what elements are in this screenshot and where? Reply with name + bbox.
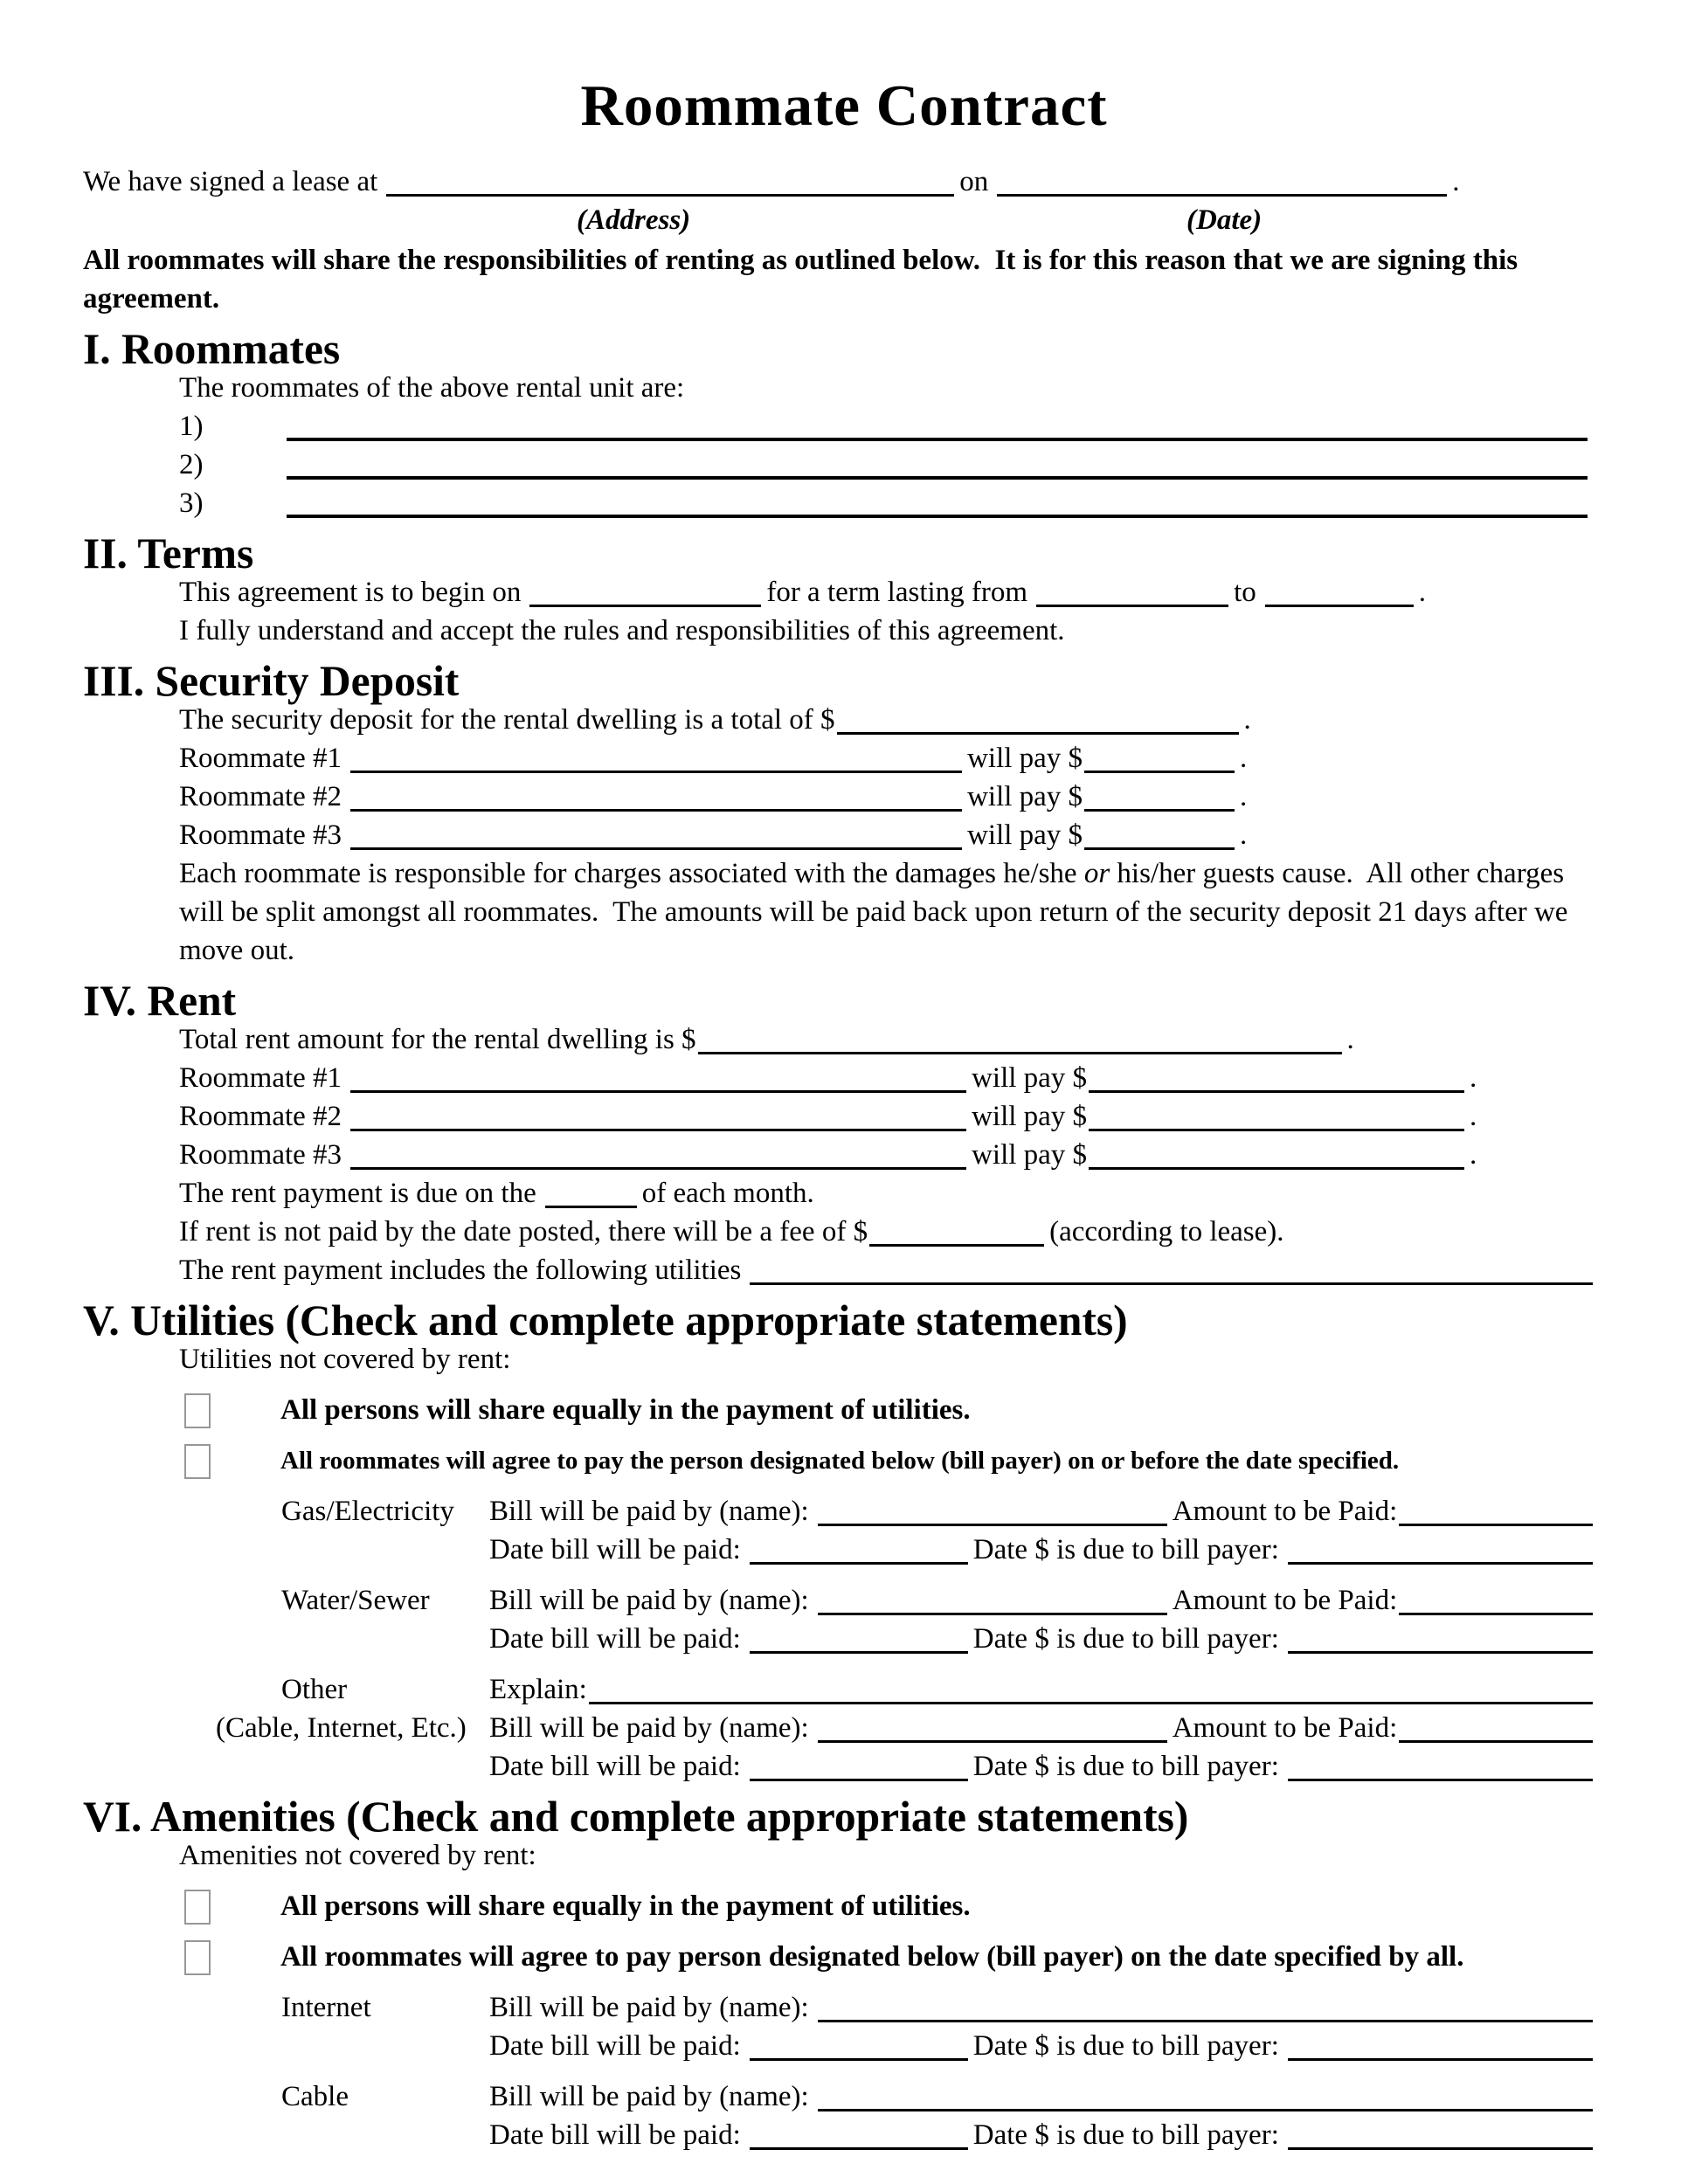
other-utility-block xyxy=(83,1670,1605,1786)
blank-captions-row xyxy=(83,201,1605,239)
roommate-1-number: 1) xyxy=(179,411,204,442)
deposit-rm1-label: Roommate #1 xyxy=(179,743,342,774)
gas-electricity-block xyxy=(83,1492,1605,1569)
other-explain-row xyxy=(83,1670,1605,1709)
other-payer-name-blank[interactable] xyxy=(818,1714,1167,1743)
term-begin-date-blank[interactable] xyxy=(529,578,761,607)
internet-label: Internet xyxy=(281,1992,371,2023)
rent-rm1-period: . xyxy=(1470,1062,1477,1094)
deposit-rm3-amount-blank[interactable] xyxy=(1084,821,1235,850)
deposit-rm2-name-blank[interactable] xyxy=(350,783,962,812)
gas-amount-blank[interactable] xyxy=(1399,1497,1593,1526)
rent-rm2-line xyxy=(179,1097,1605,1136)
rent-includes-line xyxy=(179,1251,1605,1289)
internet-block xyxy=(83,1988,1605,2065)
lease-date-blank[interactable] xyxy=(997,168,1447,197)
internet-date-due-blank[interactable] xyxy=(1288,2032,1593,2061)
lease-period: . xyxy=(1452,166,1460,197)
cable-label: Cable xyxy=(281,2081,349,2112)
deposit-note-part1: Each roommate is responsible for charges associated with the damages he/she xyxy=(179,858,1084,889)
rent-rm1-amount-blank[interactable] xyxy=(1089,1064,1464,1093)
gas-bill-by-label: Bill will be paid by (name): xyxy=(489,1496,809,1527)
page-title: Roommate Contract xyxy=(580,73,1108,138)
water-bill-by-label: Bill will be paid by (name): xyxy=(489,1585,809,1616)
gas-date-paid-label: Date bill will be paid: xyxy=(489,1534,741,1565)
included-utilities-blank[interactable] xyxy=(750,1256,1593,1285)
rent-late-line xyxy=(179,1213,1605,1251)
utilities-share-label: All persons will share equally in the payment of utilities. xyxy=(280,1394,971,1426)
terms-to-text: to xyxy=(1234,577,1256,608)
deposit-note-or: or xyxy=(1083,858,1110,889)
internet-payer-name-blank[interactable] xyxy=(818,1994,1593,2022)
other-label: Other xyxy=(281,1674,348,1705)
cable-date-paid-blank[interactable] xyxy=(750,2121,968,2150)
water-date-due-blank[interactable] xyxy=(1288,1625,1593,1654)
gas-date-paid-blank[interactable] xyxy=(750,1536,968,1565)
other-explain-label: Explain: xyxy=(489,1674,587,1705)
other-explain-blank[interactable] xyxy=(589,1676,1593,1704)
deposit-rm2-period: . xyxy=(1240,781,1248,812)
water-payer-name-blank[interactable] xyxy=(818,1586,1167,1615)
deposit-rm3-line xyxy=(179,816,1605,854)
lease-text: We have signed a lease at xyxy=(83,166,378,197)
rent-due-text1: The rent payment is due on the xyxy=(179,1178,536,1209)
deposit-rm3-willpay: will pay $ xyxy=(967,819,1083,851)
cable-bill-by-label: Bill will be paid by (name): xyxy=(489,2081,809,2112)
internet-bill-row xyxy=(83,1988,1605,2027)
roommate-1-blank[interactable] xyxy=(287,411,1588,441)
internet-bill-by-label: Bill will be paid by (name): xyxy=(489,1992,809,2023)
date-caption: (Date) xyxy=(1186,204,1263,236)
roommate-1-row xyxy=(83,407,1605,446)
deposit-rm2-label: Roommate #2 xyxy=(179,781,342,812)
other-date-paid-label: Date bill will be paid: xyxy=(489,1751,741,1782)
amenities-payer-label: All roommates will agree to pay person designated below (bill payer) on the date specified by all. xyxy=(280,1941,1464,1973)
deposit-total-blank[interactable] xyxy=(837,706,1239,735)
terms-line xyxy=(179,573,1605,612)
amenities-payer-checkbox[interactable] xyxy=(184,1940,211,1975)
section-deposit-heading: III. Security Deposit xyxy=(83,657,460,705)
roommate-3-number: 3) xyxy=(179,487,204,519)
rent-due-line xyxy=(179,1174,1605,1213)
rent-rm3-label: Roommate #3 xyxy=(179,1139,342,1171)
other-amount-label: Amount to be Paid: xyxy=(1172,1712,1398,1744)
utilities-payer-row xyxy=(184,1441,1605,1480)
rent-due-day-blank[interactable] xyxy=(545,1179,637,1208)
deposit-rm1-willpay: will pay $ xyxy=(967,743,1083,774)
water-date-due-label: Date $ is due to bill payer: xyxy=(972,1623,1279,1655)
gas-date-row xyxy=(83,1531,1605,1569)
other-sublabel: (Cable, Internet, Etc.) xyxy=(216,1712,467,1744)
other-bill-by-label: Bill will be paid by (name): xyxy=(489,1712,809,1744)
utilities-share-row xyxy=(184,1391,1605,1429)
other-date-row xyxy=(83,1747,1605,1786)
rent-late-text2: (according to lease). xyxy=(1049,1216,1284,1248)
address-caption: (Address) xyxy=(577,204,691,236)
other-date-due-blank[interactable] xyxy=(1288,1752,1593,1781)
rent-rm2-amount-blank[interactable] xyxy=(1089,1102,1464,1131)
section-roommates-heading: I. Roommates xyxy=(83,325,341,373)
rent-rm3-line xyxy=(179,1136,1605,1174)
deposit-note-part2: his/her guests cause. All other charges will be split amongst all roommates. The amounts will be paid back upon return of the security deposit 21 days after we move out. xyxy=(179,858,1575,966)
rent-includes-text: The rent payment includes the following utilities xyxy=(179,1254,742,1286)
deposit-rm3-name-blank[interactable] xyxy=(350,821,962,850)
terms-lasting-text: for a term lasting from xyxy=(766,577,1028,608)
water-amount-blank[interactable] xyxy=(1399,1586,1593,1615)
gas-bill-row xyxy=(83,1492,1605,1531)
rent-late-text1: If rent is not paid by the date posted, there will be a fee of $ xyxy=(179,1216,868,1248)
late-fee-blank[interactable] xyxy=(869,1218,1044,1247)
water-amount-label: Amount to be Paid: xyxy=(1172,1585,1398,1616)
deposit-rm3-period: . xyxy=(1240,819,1248,851)
section-utilities-heading: V. Utilities (Check and complete appropriate statements) xyxy=(83,1296,1128,1344)
utilities-share-checkbox[interactable] xyxy=(184,1393,211,1428)
term-to-blank[interactable] xyxy=(1265,578,1414,607)
rent-rm3-period: . xyxy=(1470,1139,1477,1171)
deposit-rm1-name-blank[interactable] xyxy=(350,744,962,773)
cable-date-row xyxy=(83,2116,1605,2154)
terms-period: . xyxy=(1418,577,1426,608)
cable-block xyxy=(83,2077,1605,2154)
deposit-total-period: . xyxy=(1243,704,1251,736)
rent-rm2-label: Roommate #2 xyxy=(179,1101,342,1132)
terms-accept-text: I fully understand and accept the rules and responsibilities of this agreement. xyxy=(179,615,1065,646)
water-sewer-block xyxy=(83,1581,1605,1658)
rent-rm1-label: Roommate #1 xyxy=(179,1062,342,1094)
deposit-total-text: The security deposit for the rental dwelling is a total of $ xyxy=(179,704,835,736)
rent-rm2-name-blank[interactable] xyxy=(350,1102,966,1131)
other-amount-blank[interactable] xyxy=(1399,1714,1593,1743)
roommates-lead: The roommates of the above rental unit are: xyxy=(179,372,685,404)
deposit-rm2-willpay: will pay $ xyxy=(967,781,1083,812)
deposit-total-line xyxy=(179,701,1605,739)
gas-date-due-blank[interactable] xyxy=(1288,1536,1593,1565)
rent-rm3-name-blank[interactable] xyxy=(350,1141,966,1170)
lease-address-blank[interactable] xyxy=(386,168,954,197)
rent-total-text: Total rent amount for the rental dwelling is $ xyxy=(179,1024,696,1055)
cable-payer-name-blank[interactable] xyxy=(818,2083,1593,2111)
water-bill-row xyxy=(83,1581,1605,1620)
roommate-2-row xyxy=(83,446,1605,484)
rent-rm1-willpay: will pay $ xyxy=(972,1062,1088,1094)
lease-on-text: on xyxy=(959,166,989,197)
utilities-lead: Utilities not covered by rent: xyxy=(179,1344,511,1375)
roommate-3-blank[interactable] xyxy=(287,488,1588,518)
rent-rm1-name-blank[interactable] xyxy=(350,1064,966,1093)
internet-date-row xyxy=(83,2027,1605,2065)
deposit-note xyxy=(179,854,1605,970)
deposit-rm1-amount-blank[interactable] xyxy=(1084,744,1235,773)
amenities-payer-row xyxy=(184,1938,1605,1976)
lease-line xyxy=(83,162,1605,201)
cable-date-due-label: Date $ is due to bill payer: xyxy=(972,2119,1279,2151)
deposit-rm3-label: Roommate #3 xyxy=(179,819,342,851)
rent-rm2-period: . xyxy=(1470,1101,1477,1132)
roommate-2-blank[interactable] xyxy=(287,450,1588,480)
agreement-statement: All roommates will share the responsibilities of renting as outlined below. It is for this reason that we are signing this agreement. xyxy=(83,245,1525,314)
roommate-2-number: 2) xyxy=(179,449,204,480)
deposit-rm1-period: . xyxy=(1240,743,1248,774)
deposit-rm1-line xyxy=(179,739,1605,778)
rent-total-line xyxy=(179,1020,1605,1059)
utilities-payer-label: All roommates will agree to pay the person designated below (bill payer) on or before the date specified. xyxy=(280,1447,1400,1475)
rent-total-period: . xyxy=(1346,1024,1354,1055)
amenities-share-row xyxy=(184,1887,1605,1925)
internet-date-due-label: Date $ is due to bill payer: xyxy=(972,2030,1279,2062)
term-from-blank[interactable] xyxy=(1036,578,1228,607)
gas-date-due-label: Date $ is due to bill payer: xyxy=(972,1534,1279,1565)
section-terms-heading: II. Terms xyxy=(83,529,254,577)
rent-rm3-willpay: will pay $ xyxy=(972,1139,1088,1171)
water-date-row xyxy=(83,1620,1605,1658)
amenities-share-checkbox[interactable] xyxy=(184,1890,211,1925)
gas-payer-name-blank[interactable] xyxy=(818,1497,1167,1526)
rent-due-text2: of each month. xyxy=(641,1178,814,1209)
gas-label: Gas/Electricity xyxy=(281,1496,454,1527)
amenities-lead: Amenities not covered by rent: xyxy=(179,1840,536,1871)
water-date-paid-blank[interactable] xyxy=(750,1625,968,1654)
water-date-paid-label: Date bill will be paid: xyxy=(489,1623,741,1655)
rent-rm1-line xyxy=(179,1059,1605,1097)
section-amenities-heading: VI. Amenities (Check and complete appropriate statements) xyxy=(83,1793,1189,1841)
other-date-due-label: Date $ is due to bill payer: xyxy=(972,1751,1279,1782)
other-bill-row xyxy=(83,1709,1605,1747)
internet-date-paid-blank[interactable] xyxy=(750,2032,968,2061)
rent-total-blank[interactable] xyxy=(698,1026,1342,1054)
rent-rm3-amount-blank[interactable] xyxy=(1089,1141,1464,1170)
cable-date-due-blank[interactable] xyxy=(1288,2121,1593,2150)
cable-date-paid-label: Date bill will be paid: xyxy=(489,2119,741,2151)
roommate-3-row xyxy=(83,484,1605,522)
section-rent-heading: IV. Rent xyxy=(83,977,237,1025)
utilities-payer-checkbox[interactable] xyxy=(184,1444,211,1479)
rent-rm2-willpay: will pay $ xyxy=(972,1101,1088,1132)
other-date-paid-blank[interactable] xyxy=(750,1752,968,1781)
gas-amount-label: Amount to be Paid: xyxy=(1172,1496,1398,1527)
deposit-rm2-line xyxy=(179,778,1605,816)
deposit-rm2-amount-blank[interactable] xyxy=(1084,783,1235,812)
internet-date-paid-label: Date bill will be paid: xyxy=(489,2030,741,2062)
amenities-share-label: All persons will share equally in the payment of utilities. xyxy=(280,1890,971,1922)
water-label: Water/Sewer xyxy=(281,1585,430,1616)
terms-begin-text: This agreement is to begin on xyxy=(179,577,522,608)
cable-bill-row xyxy=(83,2077,1605,2116)
